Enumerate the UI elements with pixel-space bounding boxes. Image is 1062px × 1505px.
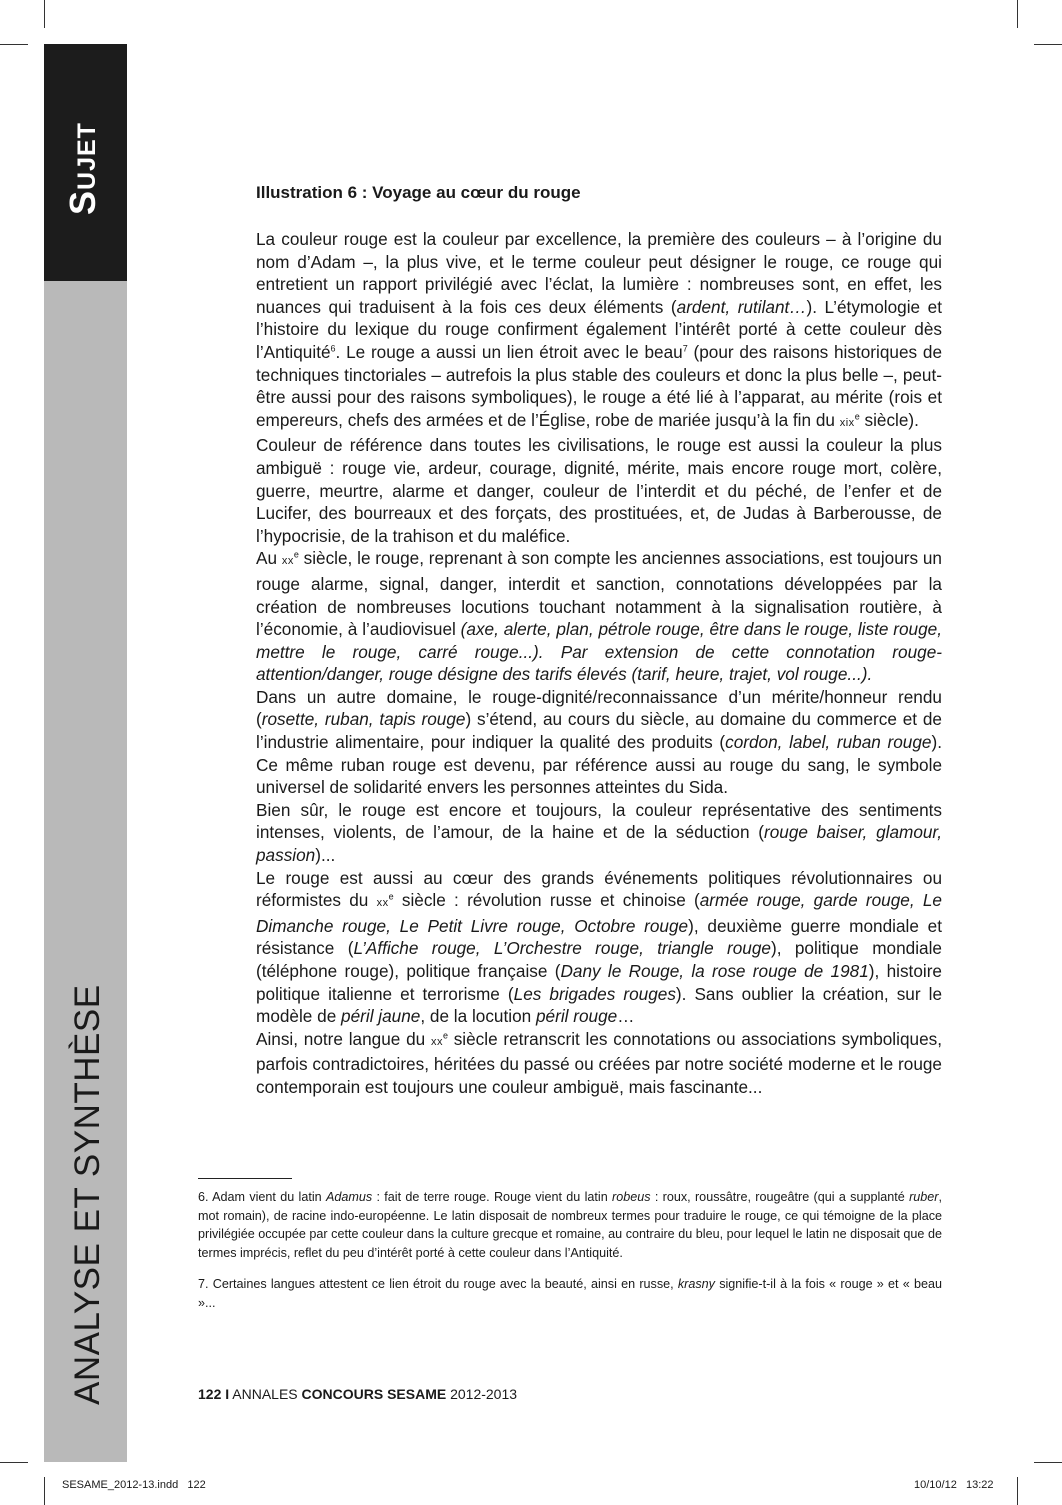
- paragraph: Bien sûr, le rouge est encore et toujours, la couleur représentative des sentiments intenses, violents, de l’amour, de la haine et de la séduction (rouge baiser, glamour, passion)...: [256, 799, 942, 866]
- paragraph: Ainsi, notre langue du $xx^e$ siècle retranscrit les connotations ou associations symboliques, parfois contradictoires, héritées du passé ou créées par notre société moderne et le rouge contemporain est toujours une couleur ambiguë, mais fascinante...: [256, 1028, 942, 1097]
- sidebar-section-label: Sujet: [62, 122, 103, 215]
- paragraph: La couleur rouge est la couleur par excellence, la première des couleurs – à l’origine du nom d’Adam –, la plus vive, et le terme couleur peut désigner le rouge, ce rouge qui entretient un rapport privilégié avec l’éclat, la lumière : nombreuses sont, en effet, les nuances qui traduisent à la fois ces deux éléments (ardent, rutilant…). L’étymologie et l’histoire du lexique du rouge confirment également l’intérêt porté à cette couleur dès l’Antiquité$^6$. Le rouge a aussi un lien étroit avec le beau$^7$ (pour des raisons historiques de techniques tinctoriales – autrefois la plus stable des couleurs et donc la plus belle –, peut-être aussi pour des raisons symboliques), le rouge a été lié à l’apparat, au mérite (rois et empereurs, chefs des armées et de l’Église, robe de mariée jusqu’à la fin du xix$^e$ siècle).: [256, 229, 943, 430]
- footnotes: [198, 1188, 942, 1325]
- crop-mark: [0, 1462, 28, 1463]
- paragraph: Le rouge est aussi au cœur des grands événements politiques révolutionnaires ou réformistes du $xx^e$ siècle : révolution russe et chinoise (armée rouge, garde rouge, Le Dimanche rouge, Le Petit Livre rouge, Octobre rouge), deuxième guerre mondiale et résistance (L’Affiche rouge, L’Orchestre rouge, triangle rouge), politique mondiale (téléphone rouge), politique française (Dany le Rouge, la rose rouge de 1981), histoire politique italienne et terrorisme (Les brigades rouges). Sans oublier la création, sur le modèle de péril jaune, de la locution péril rouge…: [256, 867, 943, 1027]
- folio-years: 2012-2013: [450, 1386, 518, 1402]
- slug-datetime: 10/10/12 13:22: [914, 1479, 994, 1491]
- footnote: 6. Adam vient du latin Adamus : fait de terre rouge. Rouge vient du latin robeus : roux, roussâtre, rougeâtre (qui a supplanté ruber, mot romain), de racine indo-européenne. Le latin disposait de nombreux termes pour traduire le rouge, ce qui témoigne de la place privilégiée occupée par cette couleur dans la culture grecque et romaine, au contraire du bleu, pour lequel le latin ne disposait que de termes imprécis, reflet du peu d’intérêt porté à cette couleur dans l’Antiquité.: [198, 1190, 942, 1260]
- paragraph: Couleur de référence dans toutes les civilisations, le rouge est aussi la couleur la plus ambiguë : rouge vie, ardeur, courage, dignité, mérite, mais encore rouge mort, colère, guerre, meurtre, alarme et danger, couleur de l’interdit et du péché, de l’enfer et de Lucifer, des bourreaux et des forçats, des prostituées, et, de Judas à Barberousse, de l’hypocrisie, de la trahison et du maléfice.: [256, 435, 942, 546]
- crop-mark: [1034, 44, 1062, 45]
- page-folio: [198, 1386, 517, 1402]
- crop-mark: [1034, 1462, 1062, 1463]
- crop-mark: [1017, 0, 1018, 28]
- crop-mark: [44, 0, 45, 28]
- paragraph: Au $xx^e$ siècle, le rouge, reprenant à son compte les anciennes associations, est toujours un rouge alarme, signal, danger, interdit et sanction, connotations développées par la création de nombreuses locutions touchant notamment à la signalisation routière, à l’économie, à l’audiovisuel (axe, alerte, plan, pétrole rouge, être dans le rouge, liste rouge, mettre le rouge, carré rouge...). Par extension de cette connotation rouge-attention/danger, rouge désigne des tarifs élevés (tarif, heure, trajet, vol rouge...).: [256, 548, 942, 685]
- folio-annales: ANNALES: [232, 1386, 298, 1402]
- crop-mark: [0, 44, 28, 45]
- crop-mark: [1017, 1477, 1018, 1505]
- folio-concours: CONCOURS SESAME: [301, 1386, 447, 1402]
- article-body: [256, 228, 942, 1099]
- slug-filename: SESAME_2012-13.indd 122: [62, 1479, 206, 1491]
- folio-separator: I: [225, 1386, 230, 1402]
- paragraph: Dans un autre domaine, le rouge-dignité/reconnaissance d’un mérite/honneur rendu (rosette, ruban, tapis rouge) s’étend, au cours du siècle, au domaine du commerce et de l’industrie alimentaire, pour indiquer la qualité des produits (cordon, label, ruban rouge). Ce même ruban rouge est devenu, par référence aussi au rouge du sang, le symbole universel de solidarité envers les personnes atteintes du Sida.: [256, 686, 942, 798]
- crop-mark: [44, 1477, 45, 1505]
- illustration-title: Illustration 6 : Voyage au cœur du rouge: [256, 183, 581, 202]
- page-number: 122: [198, 1386, 222, 1402]
- sidebar-chapter-label: ANALYSE ET SYNTHÈSE: [68, 984, 107, 1405]
- footnote-rule: [198, 1178, 292, 1179]
- footnote: 7. Certaines langues attestent ce lien étroit du rouge avec la beauté, ainsi en russe, krasny signifie-t-il à la fois « rouge » et « beau »...: [198, 1277, 942, 1310]
